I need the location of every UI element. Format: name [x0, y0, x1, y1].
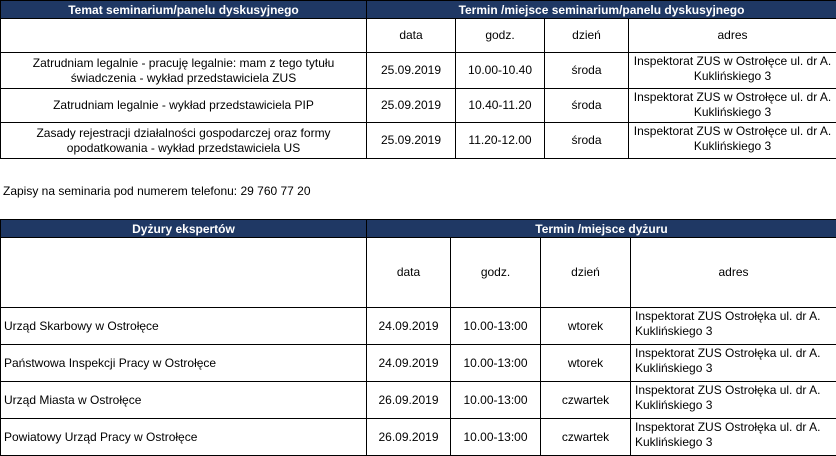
- seminar-address: Inspektorat ZUS w Ostrołęce ul. dr A. Kuklińskiego 3: [629, 89, 836, 123]
- experts-term-header: Termin /miejsce dyżuru: [367, 220, 836, 238]
- table-row: [1, 382, 836, 419]
- experts-subheader-empty: [1, 238, 367, 308]
- expert-time: 10.00-13:00: [451, 308, 541, 345]
- expert-date: 26.09.2019: [367, 382, 451, 419]
- seminar-col-day: dzień: [545, 19, 629, 53]
- seminar-col-date: data: [367, 19, 456, 53]
- table-row: [1, 345, 836, 382]
- expert-name: Urząd Miasta w Ostrołęce: [1, 382, 367, 419]
- seminar-col-time: godz.: [456, 19, 545, 53]
- expert-time: 10.00-13:00: [451, 345, 541, 382]
- seminar-date: 25.09.2019: [367, 123, 456, 159]
- seminar-date: 25.09.2019: [367, 89, 456, 123]
- seminar-col-address: adres: [629, 19, 836, 53]
- seminar-day: środa: [545, 89, 629, 123]
- expert-name: Urząd Skarbowy w Ostrołęce: [1, 308, 367, 345]
- seminar-subheader-empty: [1, 19, 367, 53]
- table-row: [1, 123, 836, 159]
- experts-col-address: adres: [631, 238, 836, 308]
- expert-address: Inspektorat ZUS Ostrołęka ul. dr A. Kuklińskiego 3: [631, 308, 836, 345]
- experts-col-date: data: [367, 238, 451, 308]
- expert-day: wtorek: [541, 308, 631, 345]
- seminar-time: 10.00-10.40: [456, 53, 545, 89]
- table-row: [1, 419, 836, 456]
- table-row: [1, 308, 836, 345]
- expert-time: 10.00-13:00: [451, 419, 541, 456]
- expert-day: czwartek: [541, 419, 631, 456]
- experts-col-time: godz.: [451, 238, 541, 308]
- experts-table: [0, 219, 836, 456]
- experts-header: Dyżury ekspertów: [1, 220, 367, 238]
- expert-name: Powiatowy Urząd Pracy w Ostrołęce: [1, 419, 367, 456]
- seminar-day: środa: [545, 53, 629, 89]
- expert-address: Inspektorat ZUS Ostrołęka ul. dr A. Kuklińskiego 3: [631, 382, 836, 419]
- seminar-topic: Zasady rejestracji działalności gospodarczej oraz formy opodatkowania - wykład przedstawiciela US: [1, 123, 367, 159]
- expert-date: 24.09.2019: [367, 345, 451, 382]
- expert-name: Państwowa Inspekcji Pracy w Ostrołęce: [1, 345, 367, 382]
- seminar-table: [0, 0, 836, 159]
- expert-date: 24.09.2019: [367, 308, 451, 345]
- expert-time: 10.00-13:00: [451, 382, 541, 419]
- seminar-topic: Zatrudniam legalnie - pracuję legalnie: mam z tego tytułu świadczenia - wykład przedstawiciela ZUS: [1, 53, 367, 89]
- seminar-day: środa: [545, 123, 629, 159]
- table-row: [1, 89, 836, 123]
- expert-date: 26.09.2019: [367, 419, 451, 456]
- expert-day: wtorek: [541, 345, 631, 382]
- expert-address: Inspektorat ZUS Ostrołęka ul. dr A. Kuklińskiego 3: [631, 345, 836, 382]
- seminar-address: Inspektorat ZUS w Ostrołęce ul. dr A. Kuklińskiego 3: [629, 123, 836, 159]
- seminar-topic: Zatrudniam legalnie - wykład przedstawiciela PIP: [1, 89, 367, 123]
- seminar-address: Inspektorat ZUS w Ostrołęce ul. dr A. Kuklińskiego 3: [629, 53, 836, 89]
- seminar-term-header: Termin /miejsce seminarium/panelu dyskusyjnego: [367, 1, 836, 19]
- expert-day: czwartek: [541, 382, 631, 419]
- seminar-time: 10.40-11.20: [456, 89, 545, 123]
- seminar-time: 11.20-12.00: [456, 123, 545, 159]
- table-row: [1, 53, 836, 89]
- registration-note: Zapisy na seminaria pod numerem telefonu: 29 760 77 20: [3, 184, 311, 199]
- expert-address: Inspektorat ZUS Ostrołęka ul. dr A. Kuklińskiego 3: [631, 419, 836, 456]
- experts-col-day: dzień: [541, 238, 631, 308]
- seminar-date: 25.09.2019: [367, 53, 456, 89]
- seminar-topic-header: Temat seminarium/panelu dyskusyjnego: [1, 1, 367, 19]
